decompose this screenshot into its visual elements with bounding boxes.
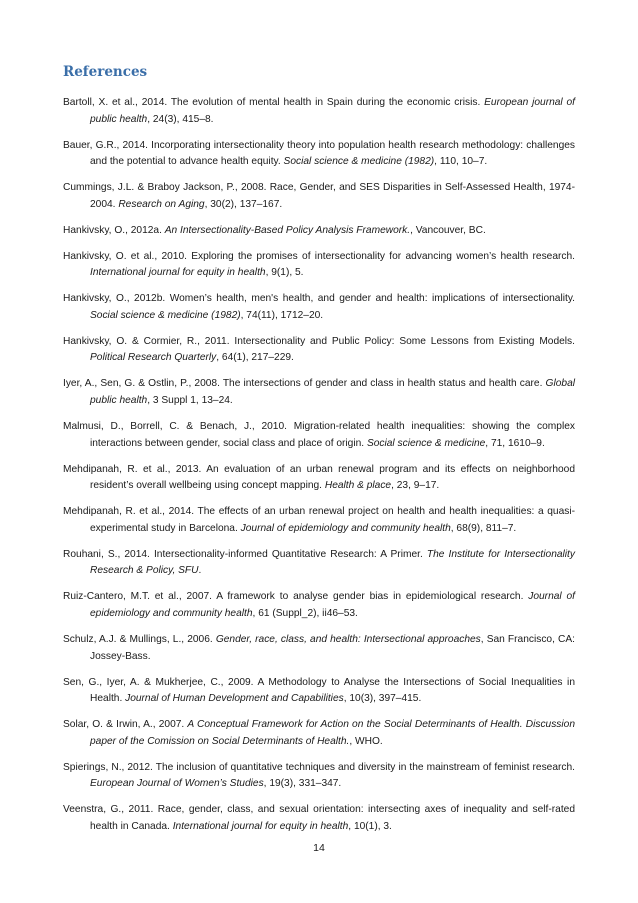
reference-details: , 74(11), 1712–20. [240, 309, 324, 321]
reference-details: , 10(1), 3. [348, 820, 392, 832]
reference-item [63, 376, 575, 409]
reference-source: Social science & medicine (1982) [90, 309, 241, 321]
reference-details: , 9(1), 5. [265, 267, 304, 279]
reference-source: Global public health [90, 378, 575, 407]
reference-text: Hankivsky, O. et al., 2010. Exploring the promises of intersectionality for advancing women’s health research. [63, 250, 575, 262]
reference-text: Malmusi, D., Borrell, C. & Benach, J., 2010. Migration-related health inequalities: showing the complex interactions between gender, social class and place of origin. [63, 421, 575, 449]
reference-source: Health & place [324, 480, 392, 492]
reference-list [63, 95, 575, 845]
reference-text: Cummings, J.L. & Braboy Jackson, P., 2008. Race, Gender, and SES Disparities in Self-Assessed Health, 1974-2004. [63, 182, 575, 210]
reference-text: Ruiz-Cantero, M.T. et al., 2007. A framework to analyse gender bias in epidemiological research. [63, 591, 529, 603]
reference-text: Mehdipanah, R. et al., 2013. An evaluation of an urban renewal program and its effects on neighborhood resident’s overall wellbeing using concept mapping. [63, 463, 575, 492]
reference-item [63, 717, 575, 750]
reference-details: , Vancouver, BC. [410, 224, 486, 236]
reference-item [63, 95, 575, 128]
reference-source: A Conceptual Framework for Action on the Social Determinants of Health. Discussion paper of the Comission on Social Determinants of Health. [90, 719, 575, 747]
reference-details: , 64(1), 217–229. [216, 352, 294, 364]
reference-item [63, 632, 575, 665]
reference-source: European journal of public health [90, 97, 576, 125]
reference-item [63, 334, 575, 367]
reference-details: , 61 (Suppl_2), ii46–53. [252, 607, 358, 619]
reference-item [63, 589, 575, 622]
reference-details: , 3 Suppl 1, 13–24. [147, 395, 233, 407]
reference-source: Gender, race, class, and health: Intersectional approaches [215, 633, 481, 645]
reference-source: Journal of epidemiology and community health [240, 522, 451, 534]
reference-details: , 110, 10–7. [434, 156, 488, 168]
reference-item [63, 760, 575, 793]
reference-text: Spierings, N., 2012. The inclusion of quantitative techniques and diversity in the mainstream of feminist research. [63, 761, 575, 773]
reference-details: , 24(3), 415–8. [147, 113, 214, 125]
reference-source: An Intersectionality-Based Policy Analysis Framework. [164, 224, 411, 236]
reference-details: , San Francisco, CA: Jossey-Bass. [90, 633, 575, 662]
references-heading: References [63, 64, 148, 80]
reference-item [63, 462, 575, 495]
reference-item [63, 419, 575, 452]
reference-source: Social science & medicine (1982) [283, 156, 435, 168]
reference-source: European Journal of Women’s Studies [90, 778, 264, 790]
reference-details: , 23, 9–17. [391, 480, 440, 492]
reference-text: Bartoll, X. et al., 2014. The evolution of mental health in Spain during the economic crisis. [63, 97, 485, 108]
reference-text: Schulz, A.J. & Mullings, L., 2006. [63, 633, 216, 645]
reference-source: Research on Aging [118, 198, 205, 210]
reference-source: International journal for equity in health [90, 267, 266, 279]
reference-item [63, 504, 575, 537]
reference-source: Journal of epidemiology and community health [90, 591, 575, 619]
reference-item [63, 675, 575, 708]
reference-item [63, 291, 575, 324]
reference-text: Hankivsky, O., 2012b. Women’s health, men's health, and gender and health: implications of intersectionality. [63, 293, 575, 305]
reference-source: Journal of Human Development and Capabilities [125, 693, 344, 705]
reference-details: , 10(3), 397–415. [343, 693, 422, 705]
reference-text: Iyer, A., Sen, G. & Ostlin, P., 2008. The intersections of gender and class in health status and health care. [63, 378, 546, 390]
reference-text: Rouhani, S., 2014. Intersectionality-informed Quantitative Research: A Primer. [63, 548, 427, 560]
page-number: 14 [313, 842, 325, 854]
reference-text: Mehdipanah, R. et al., 2014. The effects of an urban renewal project on health and health inequalities: a quasi-experimental study in Barcelona. [63, 506, 575, 534]
reference-details: . [198, 565, 202, 577]
reference-item [63, 180, 575, 213]
reference-details: , 30(2), 137–167. [204, 198, 283, 210]
reference-details: , WHO. [349, 735, 383, 747]
reference-text: Bauer, G.R., 2014. Incorporating intersectionality theory into population health research methodology: challenges and the potential to advance health equity. [63, 139, 575, 168]
reference-details: , 68(9), 811–7. [450, 522, 517, 534]
reference-item [63, 547, 575, 580]
reference-text: Solar, O. & Irwin, A., 2007. [63, 719, 188, 731]
reference-text: Sen, G., Iyer, A. & Mukherjee, C., 2009. A Methodology to Analyse the Intersections of Social Inequalities in Health. [63, 676, 575, 705]
reference-text: Veenstra, G., 2011. Race, gender, class, and sexual orientation: intersecting axes of inequality and self-rated health in Canada. [63, 804, 575, 832]
reference-source: Political Research Quarterly [90, 352, 217, 364]
reference-text: Hankivsky, O., 2012a. [63, 224, 165, 236]
reference-item [63, 249, 575, 282]
reference-item [63, 802, 575, 835]
reference-item [63, 223, 575, 240]
reference-details: , 71, 1610–9. [485, 437, 545, 449]
reference-item [63, 138, 575, 171]
reference-source: International journal for equity in health [172, 820, 349, 832]
reference-source: The Institute for Intersectionality Research & Policy, SFU [90, 548, 575, 577]
reference-source: Social science & medicine [366, 437, 486, 449]
reference-text: Hankivsky, O. & Cormier, R., 2011. Intersectionality and Public Policy: Some Lessons from Existing Models. [63, 335, 575, 347]
reference-details: , 19(3), 331–347. [263, 778, 342, 790]
